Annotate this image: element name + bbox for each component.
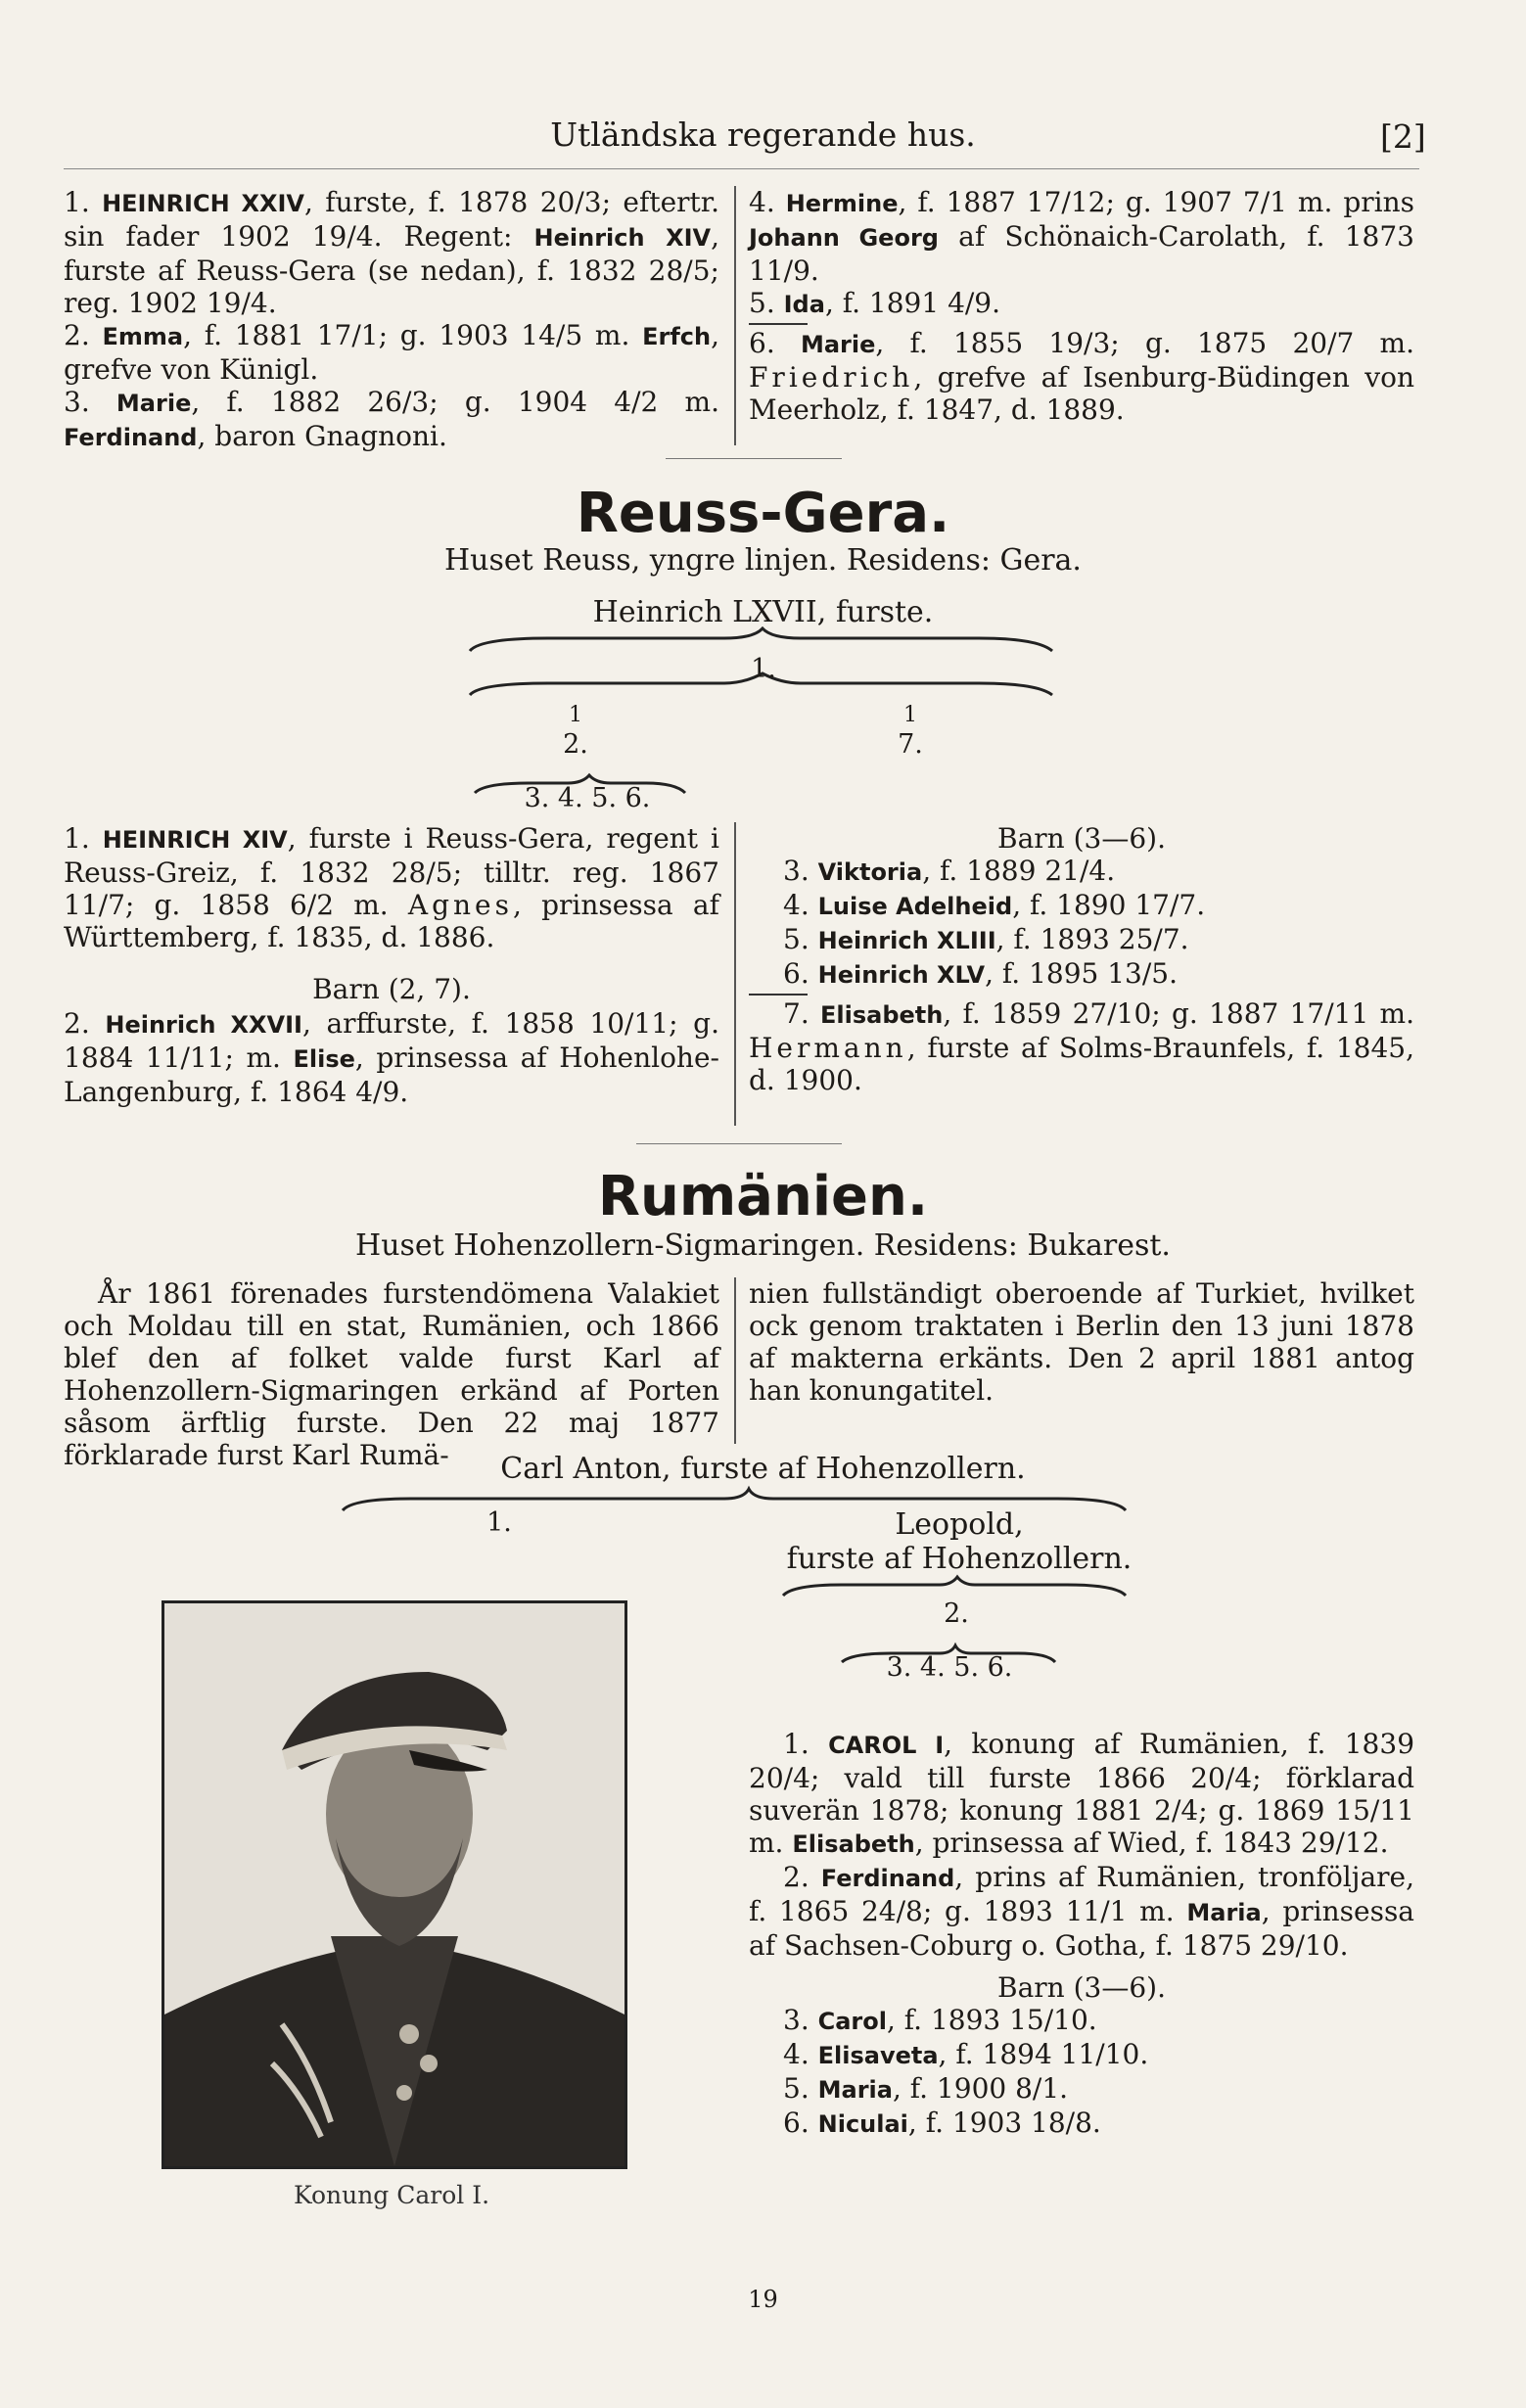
entry-text: , prinsessa af Württemberg, f. 1835, d. 1886. bbox=[64, 889, 719, 953]
entry-number: 1. bbox=[64, 186, 90, 218]
reuss-gera-founder: Heinrich LXVII, furste. bbox=[592, 595, 934, 629]
person-name: Ida bbox=[783, 291, 825, 318]
brace-middle bbox=[783, 1577, 1126, 1596]
entry-text: , f. 1891 4/9. bbox=[824, 287, 1001, 319]
person-name: Elisabeth bbox=[820, 1001, 944, 1029]
page-header-title: Utländska regerande hus. bbox=[550, 116, 976, 154]
person-name: HEINRICH XXIV bbox=[102, 190, 305, 217]
person-name: Marie bbox=[116, 390, 192, 417]
rumanien-subtitle: Huset Hohenzollern-Sigmaringen. Residens: Bukarest. bbox=[355, 1228, 1171, 1263]
person-name: Heinrich XXVII bbox=[105, 1011, 302, 1039]
entry-heinrich-xxvii bbox=[64, 1007, 719, 1108]
list-item: 3. Viktoria, f. 1889 21/4. bbox=[783, 855, 1116, 887]
reuss-children-list bbox=[749, 855, 1414, 992]
column-divider bbox=[734, 822, 736, 1126]
list-item: 5. Heinrich XLIII, f. 1893 25/7. bbox=[783, 923, 1189, 955]
entry-number: 4. bbox=[749, 186, 775, 218]
page-reference: [2] bbox=[1380, 117, 1426, 156]
spaced-name: Agnes bbox=[407, 889, 513, 921]
entry-carol-i bbox=[749, 1728, 1414, 1861]
entry-text: , prinsessa af Sachsen-Coburg o. Gotha, f. 1875 29/10. bbox=[749, 1895, 1415, 1962]
reuss-right-column bbox=[749, 822, 1414, 1096]
entry-number: 6. bbox=[749, 327, 775, 359]
portrait-caption: Konung Carol I. bbox=[293, 2181, 490, 2209]
entry-text: , prinsessa af Hohenlohe-Langenburg, f. 1864 4/9. bbox=[64, 1042, 719, 1108]
person-name: Marie bbox=[800, 331, 876, 358]
top-right-column bbox=[749, 186, 1414, 426]
rumanien-barn: Barn (3—6). bbox=[997, 1971, 1166, 2004]
entry-number: 1. bbox=[783, 1728, 809, 1760]
entry-text: , grefve von Künigl. bbox=[64, 319, 719, 386]
entry-text: , f. 1882 26/3; g. 1904 4/2 m. bbox=[191, 386, 719, 418]
entry-text: , furste i Reuss-Gera, regent i Reuss-Greiz, f. 1832 28/5; tilltr. reg. 1867 11/7; g. 1858 6/2 m. bbox=[64, 822, 719, 921]
short-rule bbox=[749, 994, 808, 996]
rumanien-founder: Carl Anton, furste af Hohenzollern. bbox=[500, 1452, 1026, 1486]
page-number: 19 bbox=[748, 2286, 778, 2313]
person-name: Ferdinand bbox=[64, 424, 198, 451]
entry-number: 5. bbox=[749, 287, 775, 319]
rumanien-intro-right: nien fullständigt oberoende af Turkiet, hvilket ock genom traktaten i Berlin den 13 juni 1878 af makterna erkänts. Den 2 april 1881 antog han konungatitel. bbox=[749, 1277, 1414, 1407]
section-separator bbox=[666, 458, 842, 459]
entry-marie-2 bbox=[749, 327, 1414, 426]
portrait-photo bbox=[162, 1600, 627, 2169]
person-name: Elise bbox=[293, 1045, 355, 1073]
entry-number: 3. bbox=[64, 386, 90, 418]
tree-children: 3. 4. 5. 6. bbox=[524, 783, 651, 813]
brace-top bbox=[470, 628, 1052, 651]
person-name: Heinrich XIV bbox=[533, 224, 712, 252]
person-name: Emma bbox=[102, 323, 184, 350]
entry-text: , f. 1855 19/3; g. 1875 20/7 m. bbox=[875, 327, 1414, 359]
entry-text: , arffurste, f. 1858 10/11; g. 1884 11/11; m. bbox=[64, 1007, 719, 1074]
top-left-column bbox=[64, 186, 719, 454]
header-rule bbox=[64, 168, 1419, 169]
entry-emma bbox=[64, 319, 719, 386]
entry-heinrich-xxiv bbox=[64, 186, 719, 319]
list-item: 6. Niculai, f. 1903 18/8. bbox=[783, 2107, 1101, 2139]
column-divider bbox=[734, 186, 736, 445]
section-separator bbox=[636, 1143, 842, 1144]
entry-text: , f. 1881 17/1; g. 1903 14/5 m. bbox=[183, 319, 643, 351]
entry-number: 2. bbox=[64, 1007, 90, 1040]
entry-text: , furste af Solms-Braunfels, f. 1845, d. 1900. bbox=[749, 1032, 1414, 1096]
entry-number: 7. bbox=[783, 997, 809, 1030]
entry-text: , prinsessa af Wied, f. 1843 29/12. bbox=[914, 1827, 1389, 1859]
leopold-line-1: Leopold, bbox=[895, 1507, 1024, 1542]
column-divider bbox=[734, 1277, 736, 1444]
person-name: HEINRICH XIV bbox=[102, 826, 288, 854]
entry-marie bbox=[64, 386, 719, 454]
person-name: Ferdinand bbox=[820, 1865, 955, 1892]
list-item: 3. Carol, f. 1893 15/10. bbox=[783, 2004, 1097, 2036]
entry-number: 1. bbox=[64, 822, 90, 855]
rumanien-title: Rumänien. bbox=[597, 1165, 929, 1228]
tree-node-1: 1. bbox=[486, 1507, 512, 1538]
entry-text: af Schönaich-Carolath, f. 1873 11/9. bbox=[749, 220, 1414, 287]
entry-text: , furste af Reuss-Gera (se nedan), f. 1832 28/5; reg. 1902 19/4. bbox=[64, 220, 719, 319]
spaced-name: Hermann bbox=[749, 1032, 907, 1064]
entry-number: 2. bbox=[783, 1861, 809, 1893]
list-item: 4. Elisaveta, f. 1894 11/10. bbox=[783, 2038, 1149, 2070]
reuss-right-barn: Barn (3—6). bbox=[997, 822, 1166, 855]
person-name: Hermine bbox=[785, 190, 899, 217]
person-name: Elisabeth bbox=[792, 1830, 915, 1858]
entry-hermine bbox=[749, 186, 1414, 287]
spaced-name: Friedrich bbox=[749, 361, 914, 394]
entry-text: , konung af Rumänien, f. 1839 20/4; vald till furste 1866 20/4; förklarad suverän 1878; konung 1881 2/4; g. 1869 15/11 m. bbox=[749, 1728, 1415, 1859]
tree-node-1: 1. bbox=[751, 654, 776, 684]
reuss-gera-subtitle: Huset Reuss, yngre linjen. Residens: Gera. bbox=[444, 543, 1082, 578]
entry-text: , f. 1859 27/10; g. 1887 17/11 m. bbox=[943, 997, 1415, 1030]
person-name: Maria bbox=[1186, 1899, 1262, 1926]
entry-text: , f. 1887 17/12; g. 1907 7/1 m. prins bbox=[898, 186, 1414, 218]
reuss-left-column bbox=[64, 822, 719, 1108]
entry-text: sin fader 1902 19/4. Regent: bbox=[64, 220, 534, 253]
list-item: 6. Heinrich XLV, f. 1895 13/5. bbox=[783, 957, 1179, 990]
tree-sup-b: 1 bbox=[903, 703, 917, 727]
tree-node-2: 2. bbox=[944, 1598, 969, 1629]
entry-elisabeth bbox=[749, 997, 1414, 1096]
reuss-left-barn: Barn (2, 7). bbox=[312, 973, 471, 1005]
running-header bbox=[0, 116, 1526, 154]
portrait-image bbox=[164, 1603, 624, 2166]
entry-number: 2. bbox=[64, 319, 90, 351]
short-rule bbox=[749, 323, 808, 325]
entry-ferdinand bbox=[749, 1861, 1414, 1962]
rumanien-entries bbox=[749, 1728, 1414, 2141]
entry-text: , grefve af Isenburg-Büdingen von Meerholz, f. 1847, d. 1889. bbox=[749, 361, 1414, 426]
rumanien-children-list bbox=[749, 2004, 1414, 2141]
list-item: 5. Maria, f. 1900 8/1. bbox=[783, 2072, 1069, 2105]
entry-text: , furste, f. 1878 20/3; eftertr. bbox=[304, 186, 719, 218]
tree-sup-a: 1 bbox=[569, 703, 582, 727]
entry-ida bbox=[749, 287, 1414, 321]
entry-text: , baron Gnagnoni. bbox=[197, 420, 447, 452]
person-name: Erfch bbox=[642, 323, 712, 350]
person-name: CAROL I bbox=[828, 1732, 945, 1759]
person-name: Johann Georg bbox=[749, 224, 939, 252]
entry-text: , prins af Rumänien, tronföljare, f. 1865 24/8; g. 1893 11/1 m. bbox=[749, 1861, 1414, 1927]
entry-heinrich-xiv bbox=[64, 822, 719, 953]
list-item: 4. Luise Adelheid, f. 1890 17/7. bbox=[783, 889, 1206, 921]
tree-node-2: 2. bbox=[563, 729, 588, 760]
rumanien-intro-left: År 1861 förenades furstendömena Valakiet och Moldau till en stat, Rumänien, och 1866 blef den af folket valde furst Karl af Hohenzollern-Sigmaringen erkänd af Porten såsom ärftlig furste. Den 22 maj 1877 förklarade furst Karl Rumä- bbox=[64, 1277, 719, 1471]
leopold-line-2: furste af Hohenzollern. bbox=[786, 1542, 1133, 1576]
tree-children: 3. 4. 5. 6. bbox=[886, 1652, 1013, 1683]
tree-node-7: 7. bbox=[898, 729, 923, 760]
reuss-gera-title: Reuss-Gera. bbox=[576, 482, 950, 545]
